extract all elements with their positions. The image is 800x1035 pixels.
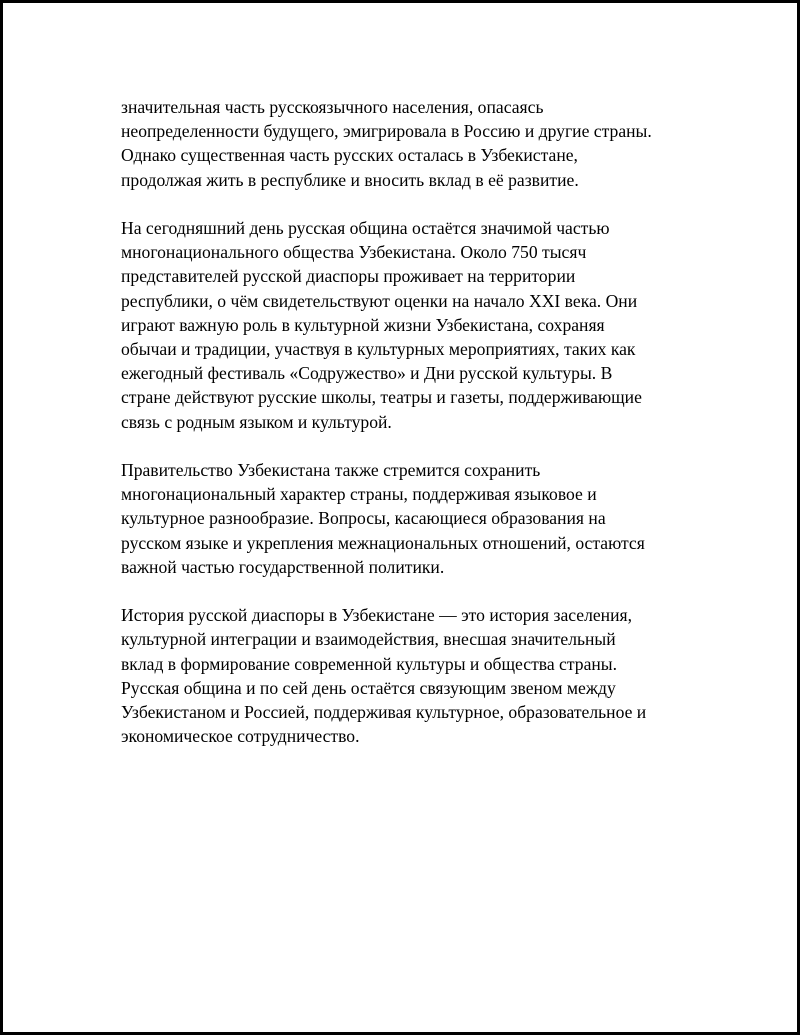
paragraph-4	[121, 603, 691, 748]
text-line: республики, о чём свидетельствуют оценки на начало XXI века. Они	[121, 290, 638, 311]
text-line: неопределенности будущего, эмигрировала в Россию и другие страны.	[121, 121, 652, 142]
text-line: стране действуют русские школы, театры и газеты, поддерживающие	[121, 387, 642, 408]
text-line: культурное разнообразие. Вопросы, касающиеся образования на	[121, 508, 606, 529]
paragraph-3	[121, 458, 691, 579]
text-line: вклад в формирование современной культуры и общества страны.	[121, 653, 618, 674]
text-line: значительная часть русскоязычного населения, опасаясь	[121, 97, 544, 117]
text-line: многонационального общества Узбекистана. Около 750 тысяч	[121, 242, 587, 263]
text-line: русском языке и укрепления межнациональных отношений, остаются	[121, 532, 645, 553]
text-line: На сегодняшний день русская община остаётся значимой частью	[121, 218, 610, 238]
text-line: экономическое сотрудничество.	[121, 726, 360, 747]
text-line: Однако существенная часть русских осталась в Узбекистане,	[121, 145, 578, 166]
text-line: связь с родным языком и культурой.	[121, 411, 392, 432]
paragraph-2	[121, 216, 691, 434]
document-body	[121, 95, 691, 773]
text-line: Русская община и по сей день остаётся связующим звеном между	[121, 677, 616, 698]
text-line: многонациональный характер страны, поддерживая языковое и	[121, 484, 597, 505]
text-line: продолжая жить в республике и вносить вклад в её развитие.	[121, 169, 579, 190]
text-line: Узбекистаном и Россией, поддерживая культурное, образовательное и	[121, 702, 647, 723]
text-line: обычаи и традиции, участвуя в культурных мероприятиях, таких как	[121, 339, 636, 360]
text-line: играют важную роль в культурной жизни Узбекистана, сохраняя	[121, 314, 605, 335]
text-line: Правительство Узбекистана также стремится сохранить	[121, 460, 541, 481]
paragraph-1	[121, 95, 691, 192]
text-line: ежегодный фестиваль «Содружество» и Дни русской культуры. В	[121, 363, 613, 384]
text-line: важной частью государственной политики.	[121, 556, 445, 577]
text-line: представителей русской диаспоры проживает на территории	[121, 266, 576, 287]
text-line: культурной интеграции и взаимодействия, внесшая значительный	[121, 629, 616, 650]
text-line: История русской диаспоры в Узбекистане — это история заселения,	[121, 605, 633, 626]
